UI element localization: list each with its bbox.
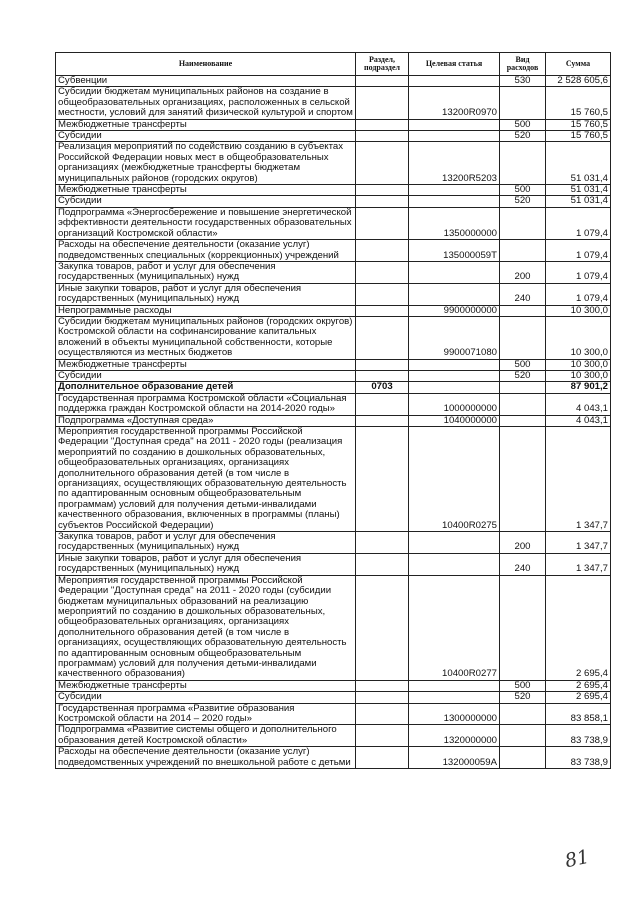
cell-name: Государственная программа Костромской области «Социальная поддержка граждан Костромской области на 2014-2020 годы» bbox=[56, 393, 356, 415]
cell-section bbox=[356, 261, 409, 283]
cell-kind bbox=[500, 305, 546, 316]
cell-article bbox=[409, 185, 500, 196]
cell-kind: 500 bbox=[500, 119, 546, 130]
cell-name: Иные закупки товаров, работ и услуг для обеспечения государственных (муниципальных) нужд bbox=[56, 553, 356, 575]
table-row bbox=[56, 119, 611, 130]
table-row bbox=[56, 370, 611, 381]
cell-sum: 2 695,4 bbox=[546, 680, 611, 691]
table-row bbox=[56, 575, 611, 680]
table-row bbox=[56, 283, 611, 305]
cell-section: 0703 bbox=[356, 382, 409, 393]
table-row bbox=[56, 185, 611, 196]
cell-section bbox=[356, 359, 409, 370]
table-row bbox=[56, 142, 611, 185]
cell-sum: 1 079,4 bbox=[546, 261, 611, 283]
cell-article bbox=[409, 692, 500, 703]
cell-section bbox=[356, 370, 409, 381]
cell-sum: 4 043,1 bbox=[546, 415, 611, 426]
cell-name: Закупка товаров, работ и услуг для обеспечения государственных (муниципальных) нужд bbox=[56, 261, 356, 283]
cell-sum: 10 300,0 bbox=[546, 316, 611, 359]
cell-name: Субсидии bbox=[56, 196, 356, 207]
cell-sum: 15 760,5 bbox=[546, 119, 611, 130]
cell-sum: 1 079,4 bbox=[546, 207, 611, 239]
cell-kind: 200 bbox=[500, 261, 546, 283]
cell-article: 13200R5203 bbox=[409, 142, 500, 185]
cell-article bbox=[409, 359, 500, 370]
cell-name: Субсидии бюджетам муниципальных районов на создание в общеобразовательных организациях, расположенных в сельской местности, условий для занятий физической культурой и спортом bbox=[56, 87, 356, 119]
cell-kind bbox=[500, 87, 546, 119]
cell-article bbox=[409, 553, 500, 575]
cell-kind bbox=[500, 142, 546, 185]
cell-name: Межбюджетные трансферты bbox=[56, 359, 356, 370]
cell-name: Межбюджетные трансферты bbox=[56, 185, 356, 196]
cell-article bbox=[409, 532, 500, 554]
cell-kind: 500 bbox=[500, 680, 546, 691]
column-header-section: Раздел, подраздел bbox=[356, 53, 409, 76]
cell-kind bbox=[500, 415, 546, 426]
cell-kind: 500 bbox=[500, 359, 546, 370]
cell-article: 135000059T bbox=[409, 240, 500, 262]
cell-sum: 2 528 605,6 bbox=[546, 76, 611, 87]
cell-kind: 240 bbox=[500, 283, 546, 305]
table-row bbox=[56, 316, 611, 359]
cell-kind bbox=[500, 207, 546, 239]
cell-section bbox=[356, 747, 409, 769]
table-row bbox=[56, 261, 611, 283]
cell-kind: 520 bbox=[500, 692, 546, 703]
cell-article: 1000000000 bbox=[409, 393, 500, 415]
cell-sum: 51 031,4 bbox=[546, 196, 611, 207]
cell-article: 1320000000 bbox=[409, 725, 500, 747]
cell-article bbox=[409, 680, 500, 691]
cell-section bbox=[356, 76, 409, 87]
cell-sum: 1 347,7 bbox=[546, 553, 611, 575]
cell-article: 1350000000 bbox=[409, 207, 500, 239]
budget-table bbox=[55, 52, 611, 769]
cell-kind: 520 bbox=[500, 131, 546, 142]
cell-section bbox=[356, 185, 409, 196]
cell-name: Субвенции bbox=[56, 76, 356, 87]
table-body bbox=[56, 76, 611, 769]
cell-sum: 83 738,9 bbox=[546, 747, 611, 769]
cell-section bbox=[356, 532, 409, 554]
table-row bbox=[56, 131, 611, 142]
table-row bbox=[56, 747, 611, 769]
cell-section bbox=[356, 196, 409, 207]
cell-sum: 83 738,9 bbox=[546, 725, 611, 747]
cell-section bbox=[356, 131, 409, 142]
cell-article: 9900000000 bbox=[409, 305, 500, 316]
cell-section bbox=[356, 305, 409, 316]
cell-sum: 51 031,4 bbox=[546, 185, 611, 196]
cell-kind: 200 bbox=[500, 532, 546, 554]
cell-article: 10400R0275 bbox=[409, 427, 500, 532]
cell-sum: 1 347,7 bbox=[546, 427, 611, 532]
cell-name: Иные закупки товаров, работ и услуг для обеспечения государственных (муниципальных) нужд bbox=[56, 283, 356, 305]
cell-kind: 500 bbox=[500, 185, 546, 196]
cell-article: 13200R0970 bbox=[409, 87, 500, 119]
cell-section bbox=[356, 725, 409, 747]
table-row bbox=[56, 415, 611, 426]
cell-kind: 240 bbox=[500, 553, 546, 575]
cell-section bbox=[356, 283, 409, 305]
cell-sum: 87 901,2 bbox=[546, 382, 611, 393]
cell-section bbox=[356, 553, 409, 575]
cell-article bbox=[409, 131, 500, 142]
cell-kind: 520 bbox=[500, 196, 546, 207]
cell-article: 10400R0277 bbox=[409, 575, 500, 680]
cell-kind: 530 bbox=[500, 76, 546, 87]
cell-name: Закупка товаров, работ и услуг для обеспечения государственных (муниципальных) нужд bbox=[56, 532, 356, 554]
cell-article bbox=[409, 76, 500, 87]
cell-sum: 83 858,1 bbox=[546, 703, 611, 725]
column-header-name: Наименование bbox=[56, 53, 356, 76]
cell-article bbox=[409, 196, 500, 207]
cell-article bbox=[409, 261, 500, 283]
cell-kind bbox=[500, 703, 546, 725]
cell-section bbox=[356, 575, 409, 680]
table-row bbox=[56, 240, 611, 262]
cell-section bbox=[356, 703, 409, 725]
cell-sum: 1 347,7 bbox=[546, 532, 611, 554]
cell-kind bbox=[500, 575, 546, 680]
table-row bbox=[56, 680, 611, 691]
cell-sum: 10 300,0 bbox=[546, 359, 611, 370]
cell-name: Субсидии bbox=[56, 131, 356, 142]
cell-sum: 15 760,5 bbox=[546, 131, 611, 142]
cell-section bbox=[356, 207, 409, 239]
table-row bbox=[56, 87, 611, 119]
cell-article: 132000059A bbox=[409, 747, 500, 769]
cell-sum: 2 695,4 bbox=[546, 575, 611, 680]
cell-section bbox=[356, 415, 409, 426]
cell-name: Субсидии бюджетам муниципальных районов (городских округов) Костромской области на софинансирование капитальных вложений в объекты муниципальной собственности, которые осуществляются из местных бюджетов bbox=[56, 316, 356, 359]
cell-kind: 520 bbox=[500, 370, 546, 381]
table-row bbox=[56, 196, 611, 207]
cell-sum: 4 043,1 bbox=[546, 393, 611, 415]
cell-article bbox=[409, 283, 500, 305]
table-row bbox=[56, 305, 611, 316]
cell-kind bbox=[500, 316, 546, 359]
cell-section bbox=[356, 142, 409, 185]
cell-article: 9900071080 bbox=[409, 316, 500, 359]
table-header-row bbox=[56, 53, 611, 76]
column-header-kind: Вид расходов bbox=[500, 53, 546, 76]
cell-kind bbox=[500, 725, 546, 747]
cell-name: Непрограммные расходы bbox=[56, 305, 356, 316]
table-row bbox=[56, 359, 611, 370]
cell-sum: 1 079,4 bbox=[546, 283, 611, 305]
table-row bbox=[56, 382, 611, 393]
cell-article: 1300000000 bbox=[409, 703, 500, 725]
cell-article: 1040000000 bbox=[409, 415, 500, 426]
table-row bbox=[56, 725, 611, 747]
cell-kind bbox=[500, 427, 546, 532]
cell-section bbox=[356, 240, 409, 262]
cell-name: Мероприятия государственной программы Российской Федерации "Доступная среда" на 2011 - 2020 годы (реализация мероприятий по созданию в дошкольных образовательных, общеобразовательных организациях, организациях дополнительного образования детей (в том числе в организациях, осуществляющих образовательную деятельность по адаптированным основным общеобразовательным программам) условий для получения детьми-инвалидами качественного образования, включенных в программы (планы) субъектов Российской Федерации) bbox=[56, 427, 356, 532]
cell-name: Дополнительное образование детей bbox=[56, 382, 356, 393]
table-row bbox=[56, 427, 611, 532]
cell-name: Межбюджетные трансферты bbox=[56, 119, 356, 130]
cell-sum: 10 300,0 bbox=[546, 305, 611, 316]
cell-name: Мероприятия государственной программы Российской Федерации "Доступная среда" на 2011 - 2020 годы (субсидии бюджетам муниципальных образований на реализацию мероприятий по созданию в дошкольных образовательных, общеобразовательных организациях, организациях дополнительного образования детей (в том числе в организациях, осуществляющих образовательную деятельность по адаптированным основным общеобразовательным программам) условий для получения детьми-инвалидами качественного образования) bbox=[56, 575, 356, 680]
cell-sum: 2 695,4 bbox=[546, 692, 611, 703]
cell-name: Субсидии bbox=[56, 370, 356, 381]
cell-article bbox=[409, 370, 500, 381]
cell-kind bbox=[500, 393, 546, 415]
cell-kind bbox=[500, 747, 546, 769]
cell-article bbox=[409, 382, 500, 393]
cell-name: Расходы на обеспечение деятельности (оказание услуг) подведомственных специальных (коррекционных) учреждений bbox=[56, 240, 356, 262]
column-header-article: Целевая статья bbox=[409, 53, 500, 76]
cell-section bbox=[356, 87, 409, 119]
table-row bbox=[56, 393, 611, 415]
cell-section bbox=[356, 692, 409, 703]
cell-name: Подпрограмма «Развитие системы общего и дополнительного образования детей Костромской области» bbox=[56, 725, 356, 747]
cell-name: Подпрограмма «Энергосбережение и повышение энергетической эффективности деятельности государственных образовательных организаций Костромской области» bbox=[56, 207, 356, 239]
handwritten-page-number: 81 bbox=[562, 845, 592, 873]
cell-sum: 10 300,0 bbox=[546, 370, 611, 381]
cell-name: Реализация мероприятий по содействию созданию в субъектах Российской Федерации новых мест в общеобразовательных организациях (межбюджетные трансферты бюджетам муниципальных районов (городских округов) bbox=[56, 142, 356, 185]
table-row bbox=[56, 553, 611, 575]
cell-name: Расходы на обеспечение деятельности (оказание услуг) подведомственных учреждений по внешкольной работе с детьми bbox=[56, 747, 356, 769]
cell-sum: 15 760,5 bbox=[546, 87, 611, 119]
column-header-sum: Сумма bbox=[546, 53, 611, 76]
table-row bbox=[56, 692, 611, 703]
cell-name: Субсидии bbox=[56, 692, 356, 703]
budget-sheet bbox=[55, 52, 610, 769]
table-row bbox=[56, 703, 611, 725]
cell-section bbox=[356, 393, 409, 415]
cell-name: Подпрограмма «Доступная среда» bbox=[56, 415, 356, 426]
cell-section bbox=[356, 427, 409, 532]
cell-kind bbox=[500, 240, 546, 262]
cell-section bbox=[356, 316, 409, 359]
table-row bbox=[56, 76, 611, 87]
cell-sum: 1 079,4 bbox=[546, 240, 611, 262]
cell-section bbox=[356, 680, 409, 691]
table-row bbox=[56, 532, 611, 554]
cell-sum: 51 031,4 bbox=[546, 142, 611, 185]
cell-name: Межбюджетные трансферты bbox=[56, 680, 356, 691]
table-row bbox=[56, 207, 611, 239]
cell-kind bbox=[500, 382, 546, 393]
cell-article bbox=[409, 119, 500, 130]
cell-section bbox=[356, 119, 409, 130]
cell-name: Государственная программа «Развитие образования Костромской области на 2014 – 2020 годы» bbox=[56, 703, 356, 725]
